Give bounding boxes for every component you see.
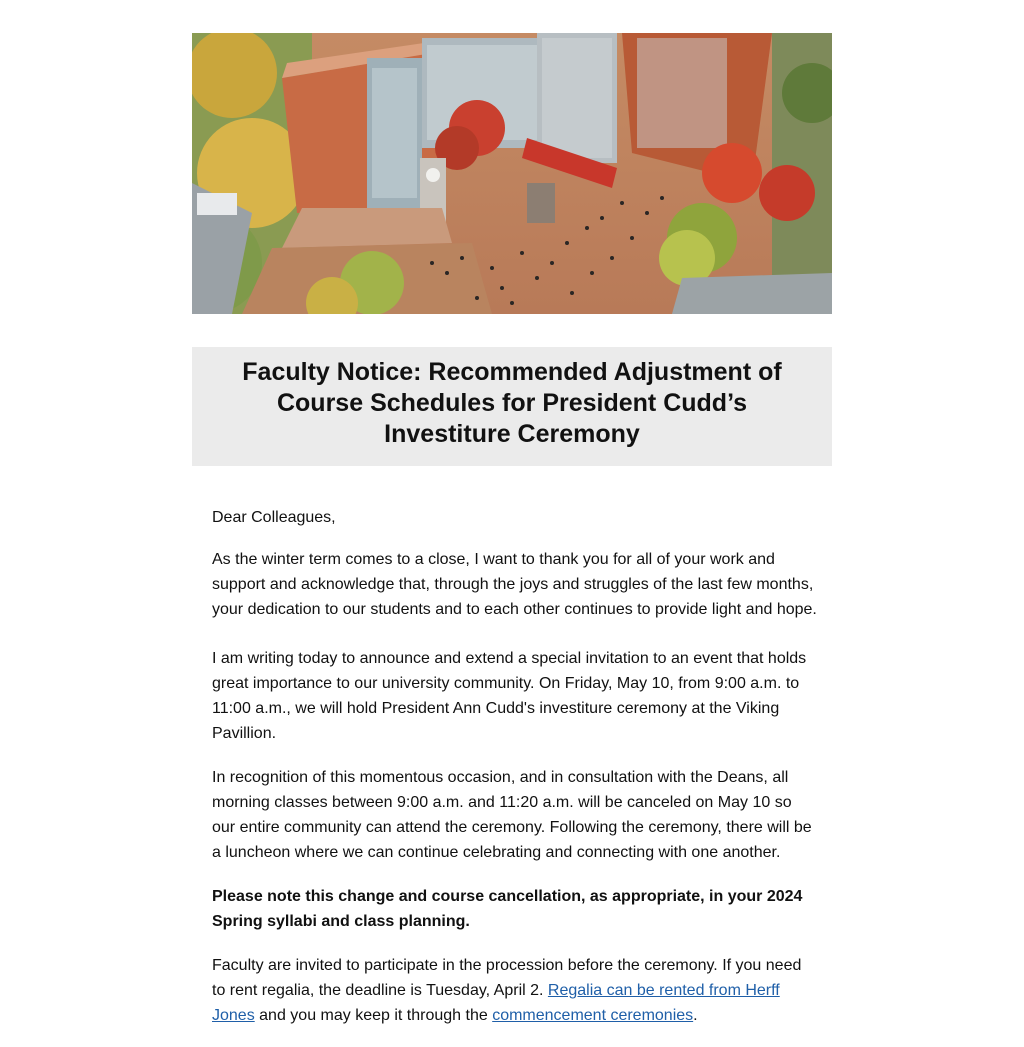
notice-title-box [192, 347, 832, 466]
paragraph-cancellation: In recognition of this momentous occasion, and in consultation with the Deans, all morning classes between 9:00 a.m. and 11:20 a.m. will be canceled on May 10 so our entire community can attend the ceremony. Following the ceremony, there will be a luncheon where we can continue celebrating and connecting with one another. [212, 769, 812, 861]
paragraph-announcement: I am writing today to announce and extend a special invitation to an event that holds great importance to our university community. On Friday, May 10, from 9:00 a.m. to 11:00 a.m., we will hold President Ann Cudd's investiture ceremony at the Viking Pavillion. [212, 650, 807, 742]
regalia-text-start: Faculty are invited to participate in the procession before the ceremony. If you need to rent regalia, the deadline is Tuesday, April 2. [212, 957, 802, 999]
commencement-ceremonies-link[interactable]: commencement ceremonies [492, 1007, 694, 1024]
regalia-text-mid: and you may keep it through the [254, 1007, 493, 1024]
paragraph-regalia [212, 953, 818, 1028]
regalia-text-end: . [693, 1007, 698, 1024]
letter-body [212, 505, 818, 1047]
notice-title: Faculty Notice: Recommended Adjustment of Course Schedules for President Cudd’s Investiture Ceremony [242, 358, 782, 448]
greeting: Dear Colleagues, [212, 509, 336, 526]
hero-campus-image [192, 33, 832, 314]
paragraph-thanks: As the winter term comes to a close, I want to thank you for all of your work and support and acknowledge that, through the joys and struggles of the last few months, your dedication to our students and to each other continues to provide light and hope. [212, 551, 817, 618]
regalia-rental-link[interactable]: Regalia can be rented from Herff Jones [212, 982, 780, 1024]
campus-plaza-photo-icon [192, 33, 832, 314]
paragraph-note-bold: Please note this change and course cancellation, as appropriate, in your 2024 Spring syllabi and class planning. [212, 888, 803, 930]
